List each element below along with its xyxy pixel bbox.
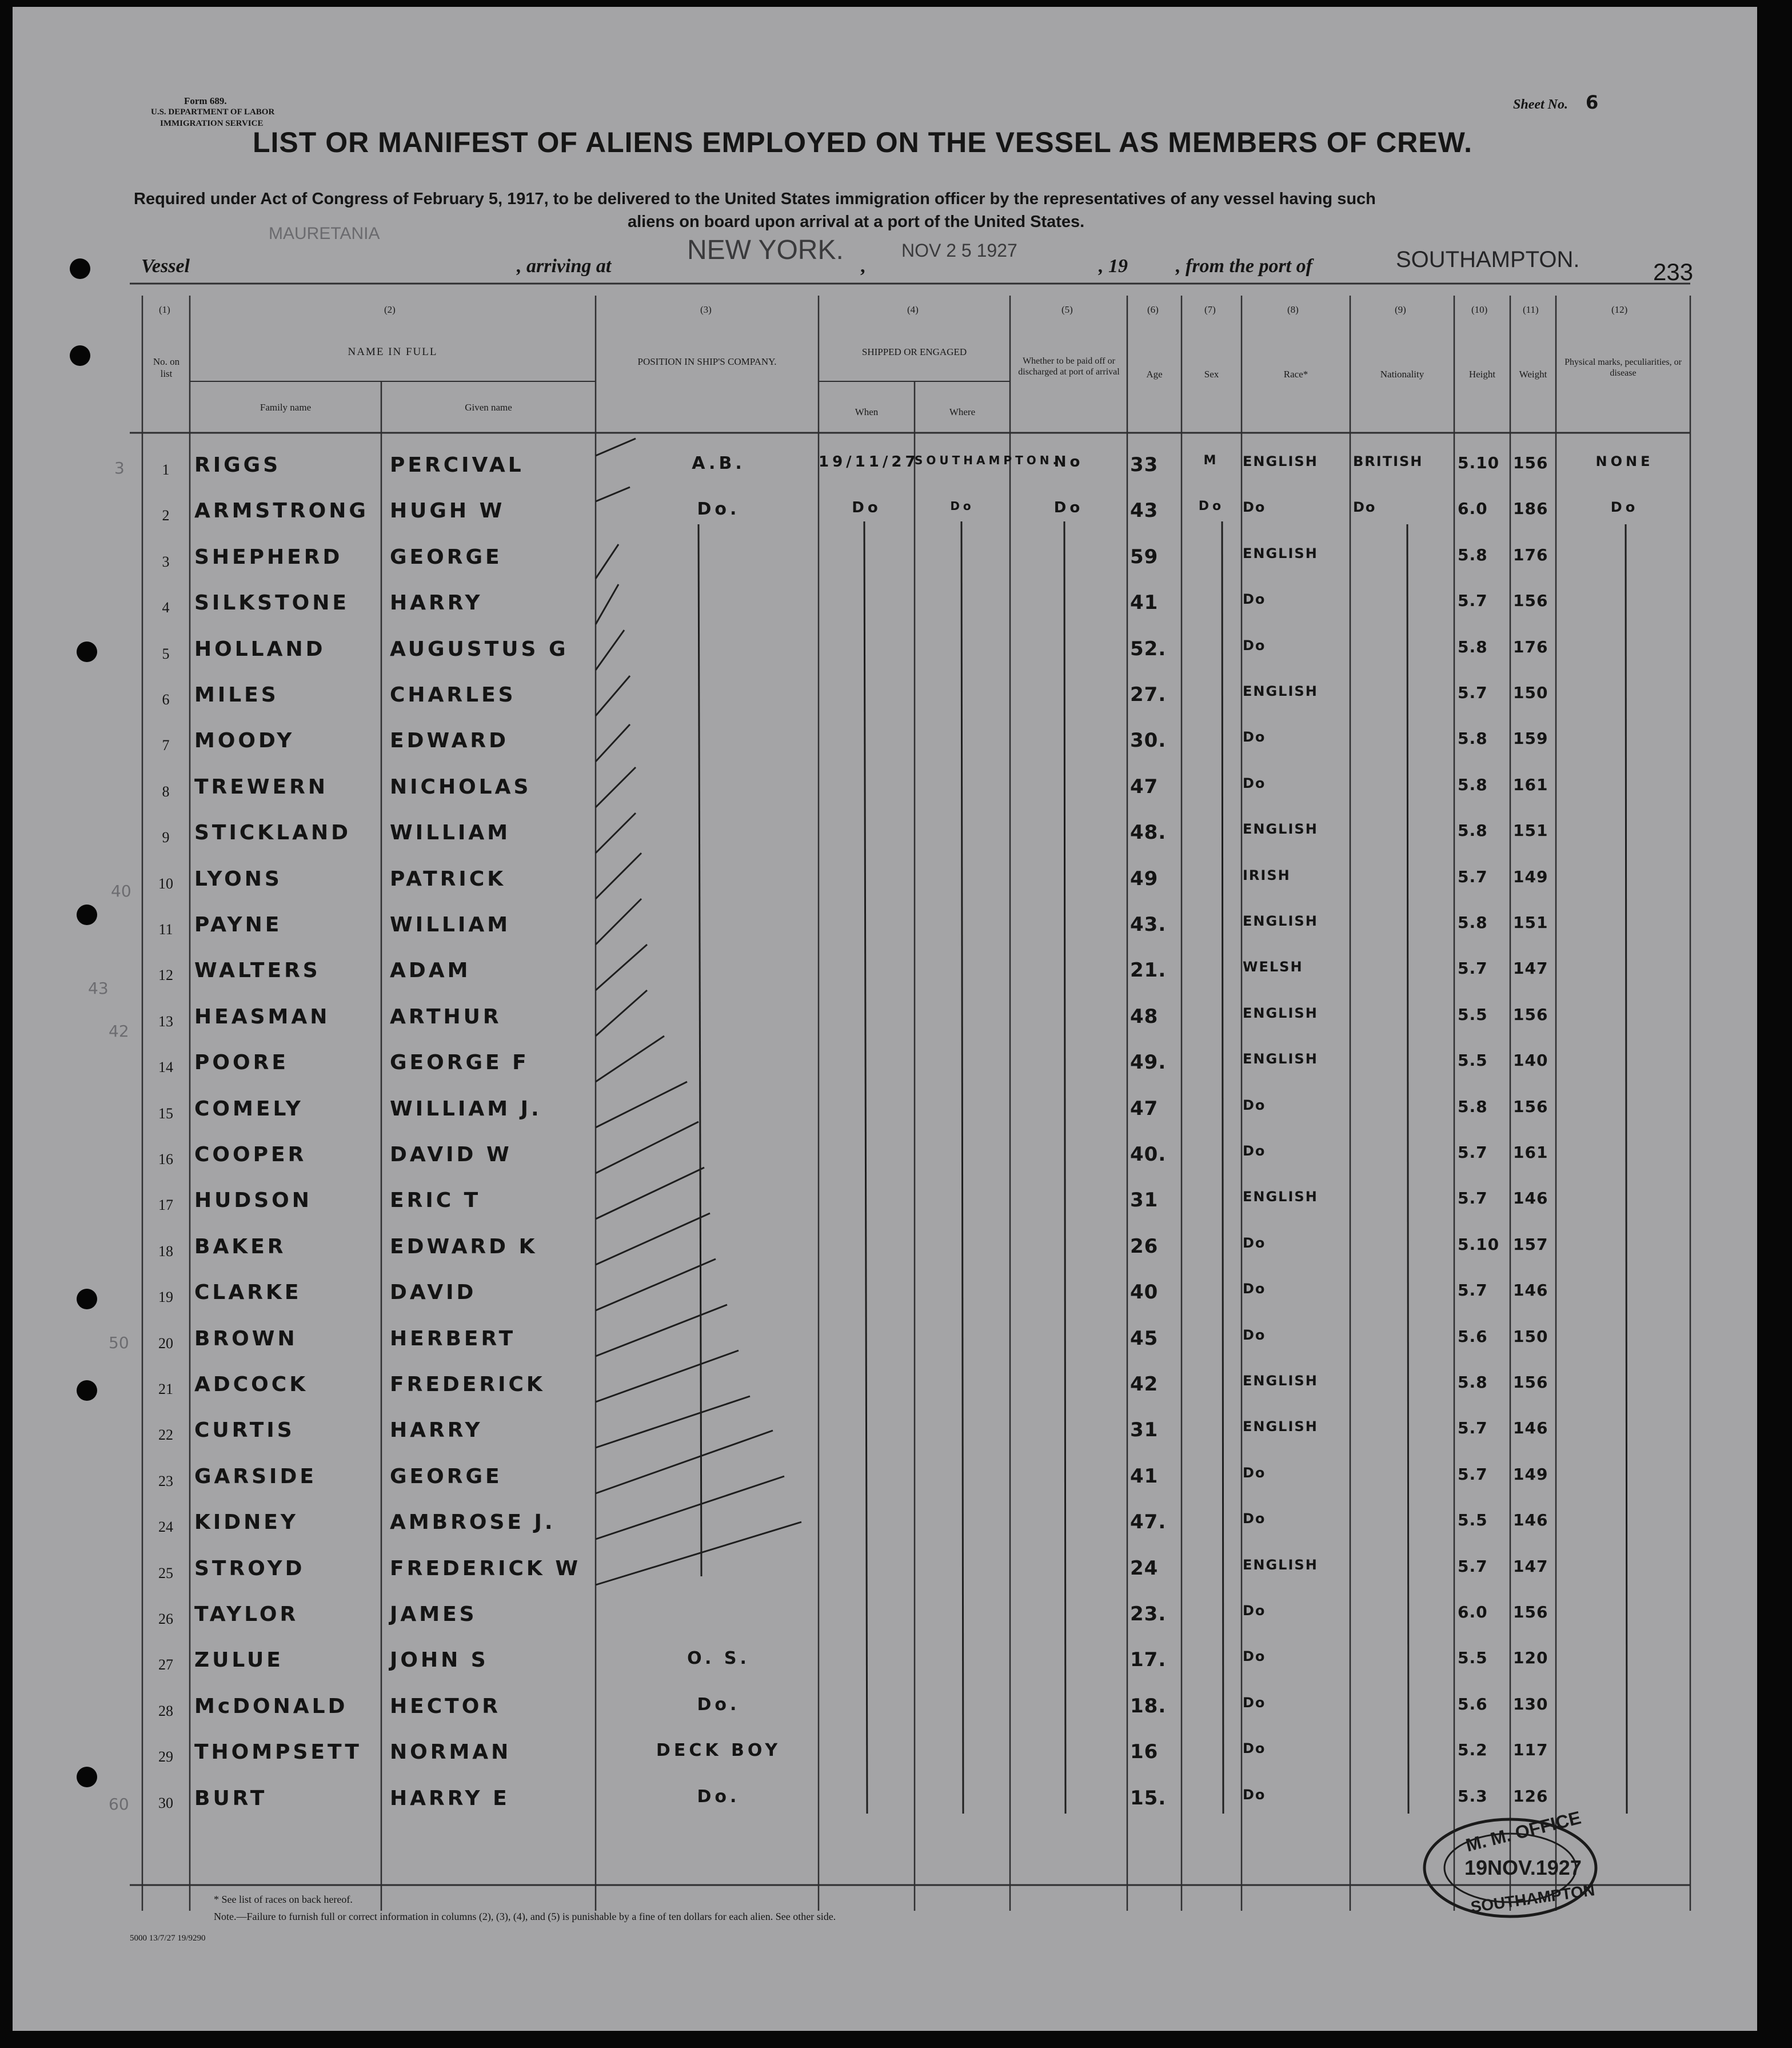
weight-cell: 150	[1513, 683, 1548, 702]
form-number: Form 689.	[184, 95, 227, 106]
row-number: 18	[158, 1242, 173, 1260]
position-cell: A.B.	[692, 453, 745, 473]
age-cell: 16	[1130, 1740, 1159, 1764]
age-cell: 26	[1130, 1234, 1159, 1258]
given-name-cell: HARRY E	[390, 1786, 510, 1810]
header-name-in-full: NAME IN FULL	[348, 346, 438, 358]
weight-cell: 146	[1513, 1189, 1548, 1208]
race-cell: Do	[1243, 775, 1266, 791]
race-cell: Do	[1243, 1786, 1266, 1803]
height-cell: 5.8	[1458, 775, 1488, 794]
form-title: LIST OR MANIFEST OF ALIENS EMPLOYED ON THE VESSEL AS MEMBERS OF CREW.	[253, 126, 1472, 158]
age-cell: 18.	[1130, 1694, 1167, 1718]
weight-cell: 176	[1513, 545, 1548, 564]
height-cell: 5.8	[1458, 1097, 1488, 1116]
weight-cell: 151	[1513, 913, 1548, 932]
height-cell: 5.7	[1458, 1281, 1488, 1300]
race-cell: Do	[1243, 1648, 1266, 1665]
given-name-cell: NICHOLAS	[390, 775, 532, 799]
given-name-cell: WILLIAM J.	[390, 1097, 542, 1121]
row-number: 2	[162, 507, 170, 524]
family-name-cell: HUDSON	[194, 1189, 312, 1213]
race-cell: Do	[1243, 637, 1266, 654]
row-number: 30	[158, 1794, 173, 1811]
age-cell: 42	[1130, 1373, 1159, 1396]
header-race: Race*	[1283, 369, 1308, 380]
race-cell: ENGLISH	[1243, 453, 1318, 469]
row-number: 5	[162, 645, 170, 662]
margin-note: 50	[109, 1333, 129, 1352]
col-num-8: (8)	[1287, 304, 1299, 315]
row-number: 24	[158, 1519, 173, 1536]
family-name-cell: TAYLOR	[194, 1603, 299, 1626]
when-cell: Do	[852, 499, 881, 517]
row-number: 29	[158, 1748, 173, 1766]
header-given-name: Given name	[465, 402, 512, 413]
family-name-cell: KIDNEY	[194, 1511, 298, 1535]
family-name-cell: COOPER	[194, 1143, 307, 1166]
margin-note: 3	[114, 459, 125, 477]
col-num-9: (9)	[1395, 304, 1406, 315]
given-name-cell: DAVID	[390, 1281, 477, 1305]
race-cell: Do	[1243, 1511, 1266, 1527]
family-name-cell: McDONALD	[194, 1694, 348, 1718]
family-name-cell: WALTERS	[194, 959, 321, 983]
family-name-cell: ADCOCK	[194, 1373, 309, 1396]
given-name-cell: CHARLES	[390, 683, 516, 707]
row-number: 28	[158, 1702, 173, 1719]
where-cell: SOUTHAMPTON.	[915, 453, 1061, 467]
age-cell: 45	[1130, 1326, 1159, 1350]
col-num-12: (12)	[1611, 304, 1628, 315]
height-cell: 5.6	[1458, 1326, 1488, 1346]
race-cell: Do	[1243, 1326, 1266, 1343]
height-cell: 5.5	[1458, 1005, 1488, 1024]
row-number: 11	[158, 921, 173, 938]
weight-cell: 126	[1513, 1786, 1548, 1806]
col-num-7: (7)	[1204, 304, 1216, 315]
row-number: 23	[158, 1472, 173, 1489]
form-subtitle-1: Required under Act of Congress of February 5, 1917, to be delivered to the United States immigration officer by the representatives of any vessel having such	[134, 190, 1376, 208]
race-cell: ENGLISH	[1243, 913, 1318, 929]
col-num-1: (1)	[159, 304, 170, 315]
height-cell: 5.7	[1458, 1464, 1488, 1484]
header-position: POSITION IN SHIP'S COMPANY.	[637, 356, 777, 367]
weight-cell: 156	[1513, 1603, 1548, 1621]
row-number: 25	[158, 1564, 173, 1581]
family-name-cell: POORE	[194, 1051, 289, 1075]
family-name-cell: BAKER	[194, 1234, 286, 1258]
given-name-cell: HERBERT	[390, 1326, 516, 1350]
margin-note: 43	[88, 979, 109, 998]
position-cell: O. S.	[687, 1648, 750, 1669]
family-name-cell: CURTIS	[194, 1419, 295, 1443]
height-cell: 5.5	[1458, 1648, 1488, 1668]
family-name-cell: LYONS	[194, 867, 282, 891]
family-name-cell: HEASMAN	[194, 1005, 330, 1029]
age-cell: 59	[1130, 545, 1159, 568]
weight-cell: 176	[1513, 637, 1548, 656]
comma: ,	[860, 256, 865, 277]
age-cell: 40.	[1130, 1143, 1167, 1166]
given-name-cell: GEORGE F	[390, 1051, 529, 1075]
age-cell: 40	[1130, 1281, 1159, 1304]
row-number: 14	[158, 1059, 173, 1076]
race-cell: ENGLISH	[1243, 545, 1318, 561]
age-cell: 41	[1130, 591, 1159, 615]
col-num-4: (4)	[907, 304, 919, 315]
family-name-cell: HOLLAND	[194, 637, 326, 661]
row-number: 10	[158, 875, 173, 892]
row-number: 12	[158, 967, 173, 984]
age-cell: 27.	[1130, 683, 1167, 706]
penalty-note: Note.—Failure to furnish full or correct information in columns (2), (3), (4), and (5) is punishable by a fine of ten dollars for each alien. See other side.	[214, 1911, 836, 1922]
race-cell: Do	[1243, 1097, 1266, 1113]
age-cell: 43	[1130, 499, 1159, 523]
header-height: Height	[1468, 369, 1496, 380]
race-cell: IRISH	[1243, 867, 1291, 883]
height-cell: 5.7	[1458, 683, 1488, 702]
given-name-cell: HECTOR	[390, 1694, 501, 1718]
stamp-top: M. M. OFFICE	[1463, 1807, 1583, 1856]
family-name-cell: MILES	[194, 683, 279, 707]
margin-note: 42	[109, 1022, 129, 1041]
col-num-6: (6)	[1147, 304, 1159, 315]
given-name-cell: GEORGE	[390, 545, 502, 569]
arrival-date: NOV 2 5 1927	[901, 240, 1017, 261]
height-cell: 6.0	[1458, 1603, 1488, 1621]
print-code: 5000 13/7/27 19/9290	[130, 1934, 206, 1943]
given-name-cell: HARRY	[390, 591, 483, 615]
col-num-3: (3)	[700, 304, 712, 315]
family-name-cell: CLARKE	[194, 1281, 302, 1305]
race-cell: ENGLISH	[1243, 1556, 1318, 1573]
height-cell: 5.8	[1458, 729, 1488, 748]
nationality-cell: BRITISH	[1353, 453, 1423, 469]
where-cell: Do	[950, 499, 975, 513]
race-cell: Do	[1243, 1143, 1266, 1159]
height-cell: 5.8	[1458, 545, 1488, 564]
row-number: 4	[162, 599, 170, 616]
physical-marks-cell: NONE	[1595, 453, 1654, 469]
weight-cell: 149	[1513, 867, 1548, 886]
weight-cell: 146	[1513, 1281, 1548, 1300]
height-cell: 5.3	[1458, 1786, 1488, 1806]
height-cell: 5.10	[1458, 1234, 1500, 1254]
race-cell: WELSH	[1243, 959, 1303, 975]
given-name-cell: DAVID W	[390, 1143, 512, 1166]
weight-cell: 159	[1513, 729, 1548, 748]
given-name-cell: WILLIAM	[390, 821, 511, 845]
given-name-cell: EDWARD	[390, 729, 509, 753]
row-number: 15	[158, 1105, 173, 1122]
row-number: 27	[158, 1656, 173, 1674]
race-cell: ENGLISH	[1243, 821, 1318, 838]
vessel-name: MAURETANIA	[269, 224, 380, 243]
age-cell: 23.	[1130, 1603, 1167, 1625]
vessel-label: Vessel	[141, 256, 190, 277]
header-paid-off: Whether to be paid off or discharged at port of arrival	[1018, 356, 1120, 377]
race-cell: ENGLISH	[1243, 1005, 1318, 1021]
row-number: 26	[158, 1611, 173, 1627]
age-cell: 30.	[1130, 729, 1167, 752]
height-cell: 5.7	[1458, 1189, 1488, 1208]
given-name-cell: ERIC T	[390, 1189, 481, 1213]
age-cell: 43.	[1130, 913, 1167, 936]
race-cell: Do	[1243, 1281, 1266, 1297]
height-cell: 5.6	[1458, 1694, 1488, 1714]
sheet-number: 6	[1586, 91, 1602, 113]
age-cell: 48.	[1130, 821, 1167, 844]
port-of-arrival: NEW YORK.	[687, 235, 844, 265]
given-name-cell: PATRICK	[390, 867, 506, 891]
given-name-cell: JOHN S	[390, 1648, 489, 1672]
family-name-cell: GARSIDE	[194, 1464, 317, 1488]
given-name-cell: FREDERICK	[390, 1373, 545, 1396]
age-cell: 47	[1130, 1097, 1159, 1120]
sex-cell: Do	[1198, 499, 1225, 514]
given-name-cell: GEORGE	[390, 1464, 502, 1488]
row-number: 22	[158, 1427, 173, 1444]
manifest-sheet	[13, 7, 1757, 2031]
row-number: 9	[162, 829, 170, 846]
race-cell: Do	[1243, 1740, 1266, 1757]
height-cell: 5.7	[1458, 1556, 1488, 1576]
weight-cell: 130	[1513, 1694, 1548, 1714]
paid-off-cell: Do	[1053, 499, 1084, 517]
height-cell: 5.7	[1458, 1419, 1488, 1438]
given-name-cell: HUGH W	[390, 499, 505, 523]
family-name-cell: MOODY	[194, 729, 295, 753]
weight-cell: 146	[1513, 1511, 1548, 1530]
given-name-cell: WILLIAM	[390, 913, 511, 937]
race-cell: Do	[1243, 499, 1266, 516]
given-name-cell: AMBROSE J.	[390, 1511, 556, 1535]
family-name-cell: STICKLAND	[194, 821, 352, 845]
height-cell: 5.8	[1458, 821, 1488, 840]
header-nationality: Nationality	[1380, 369, 1424, 380]
weight-cell: 157	[1513, 1234, 1548, 1254]
age-cell: 31	[1130, 1189, 1159, 1212]
sheet-label: Sheet No.	[1513, 97, 1568, 112]
height-cell: 5.10	[1458, 453, 1500, 472]
col-num-2: (2)	[384, 304, 396, 315]
given-name-cell: AUGUSTUS G	[390, 637, 569, 661]
age-cell: 52.	[1130, 637, 1167, 660]
age-cell: 49	[1130, 867, 1159, 890]
col-num-11: (11)	[1523, 304, 1539, 315]
row-number: 3	[162, 553, 170, 570]
row-number: 1	[162, 461, 170, 478]
department: U.S. DEPARTMENT OF LABOR	[151, 107, 275, 117]
header-shipped-engaged: SHIPPED OR ENGAGED	[861, 346, 967, 357]
stamp-date: 19NOV.1927	[1464, 1856, 1582, 1879]
stamp-bottom: SOUTHAMPTON	[1469, 1880, 1596, 1916]
age-cell: 41	[1130, 1464, 1159, 1488]
weight-cell: 156	[1513, 453, 1548, 472]
family-name-cell: SILKSTONE	[194, 591, 349, 615]
header-no-on-list: No. on list	[153, 356, 180, 379]
race-cell: Do	[1243, 1234, 1266, 1251]
height-cell: 5.7	[1458, 867, 1488, 886]
when-cell: 19/11/27	[819, 453, 919, 471]
weight-cell: 147	[1513, 959, 1548, 978]
given-name-cell: NORMAN	[390, 1740, 512, 1764]
service: IMMIGRATION SERVICE	[160, 119, 264, 128]
height-cell: 5.7	[1458, 591, 1488, 611]
header-physical-marks: Physical marks, peculiarities, or disease	[1564, 357, 1682, 378]
sex-cell: M	[1203, 453, 1220, 468]
family-name-cell: RIGGS	[194, 453, 281, 477]
weight-cell: 147	[1513, 1556, 1548, 1576]
age-cell: 21.	[1130, 959, 1167, 982]
from-port-label: , from the port of	[1176, 256, 1312, 277]
family-name-cell: BURT	[194, 1786, 268, 1810]
row-number: 7	[162, 737, 170, 754]
position-cell: Do.	[697, 1786, 740, 1807]
given-name-cell: ADAM	[390, 959, 471, 983]
race-cell: ENGLISH	[1243, 1373, 1318, 1389]
age-cell: 15.	[1130, 1786, 1167, 1810]
row-number: 13	[158, 1013, 173, 1030]
position-cell: Do.	[697, 1694, 740, 1715]
row-number: 19	[158, 1289, 173, 1306]
given-name-cell: FREDERICK W	[390, 1556, 581, 1580]
race-cell: ENGLISH	[1243, 683, 1318, 699]
age-cell: 49.	[1130, 1051, 1167, 1074]
height-cell: 5.5	[1458, 1511, 1488, 1530]
height-cell: 5.2	[1458, 1740, 1488, 1760]
age-cell: 24	[1130, 1556, 1159, 1580]
race-cell: ENGLISH	[1243, 1189, 1318, 1205]
header-when: When	[855, 407, 879, 417]
family-name-cell: COMELY	[194, 1097, 304, 1121]
height-cell: 5.7	[1458, 1143, 1488, 1162]
height-cell: 6.0	[1458, 499, 1488, 519]
margin-note: 40	[111, 882, 131, 901]
height-cell: 5.7	[1458, 959, 1488, 978]
age-cell: 48	[1130, 1005, 1159, 1028]
given-name-cell: PERCIVAL	[390, 453, 524, 477]
col-num-5: (5)	[1061, 304, 1073, 315]
weight-cell: 140	[1513, 1051, 1548, 1070]
given-name-cell: ARTHUR	[390, 1005, 502, 1029]
family-name-cell: STROYD	[194, 1556, 305, 1580]
race-cell: Do	[1243, 1694, 1266, 1711]
weight-cell: 161	[1513, 1143, 1548, 1162]
weight-cell: 151	[1513, 821, 1548, 840]
race-footnote: * See list of races on back hereof.	[214, 1894, 353, 1905]
position-cell: Do.	[697, 499, 740, 520]
age-cell: 31	[1130, 1419, 1159, 1442]
age-cell: 47	[1130, 775, 1159, 798]
arriving-label: , arriving at	[517, 256, 612, 277]
row-number: 20	[158, 1334, 173, 1352]
family-name-cell: ZULUE	[194, 1648, 284, 1672]
page-number: 233	[1653, 258, 1694, 285]
weight-cell: 120	[1513, 1648, 1548, 1668]
form-subtitle-2: aliens on board upon arrival at a port of the United States.	[628, 213, 1085, 231]
age-cell: 17.	[1130, 1648, 1167, 1672]
header-weight: Weight	[1519, 369, 1547, 380]
row-number: 21	[158, 1381, 173, 1397]
header-family-name: Family name	[260, 402, 312, 413]
height-cell: 5.8	[1458, 637, 1488, 656]
weight-cell: 156	[1513, 1097, 1548, 1116]
nationality-cell: Do	[1353, 499, 1376, 516]
weight-cell: 146	[1513, 1419, 1548, 1438]
weight-cell: 117	[1513, 1740, 1548, 1760]
weight-cell: 156	[1513, 591, 1548, 611]
race-cell: ENGLISH	[1243, 1051, 1318, 1067]
given-name-cell: HARRY	[390, 1419, 483, 1443]
family-name-cell: SHEPHERD	[194, 545, 343, 569]
race-cell: Do	[1243, 591, 1266, 608]
given-name-cell: JAMES	[390, 1603, 477, 1626]
row-number: 6	[162, 691, 170, 708]
header-where: Where	[949, 407, 976, 417]
race-cell: Do	[1243, 1464, 1266, 1481]
given-name-cell: EDWARD K	[390, 1234, 538, 1258]
height-cell: 5.5	[1458, 1051, 1488, 1070]
position-cell: DECK BOY	[656, 1740, 781, 1761]
weight-cell: 150	[1513, 1326, 1548, 1346]
paid-off-cell: No	[1053, 453, 1084, 471]
family-name-cell: THOMPSETT	[194, 1740, 362, 1764]
family-name-cell: BROWN	[194, 1326, 298, 1350]
weight-cell: 156	[1513, 1005, 1548, 1024]
row-number: 17	[158, 1197, 173, 1214]
row-number: 16	[158, 1151, 173, 1168]
weight-cell: 186	[1513, 499, 1548, 519]
family-name-cell: ARMSTRONG	[194, 499, 369, 523]
physical-marks-cell: Do	[1610, 499, 1639, 516]
row-number: 8	[162, 783, 170, 800]
race-cell: Do	[1243, 729, 1266, 746]
header-age: Age	[1146, 369, 1163, 380]
year-label: , 19	[1099, 256, 1128, 277]
port-of-departure: SOUTHAMPTON.	[1396, 247, 1580, 272]
weight-cell: 161	[1513, 775, 1548, 794]
margin-note: 60	[109, 1795, 129, 1814]
height-cell: 5.8	[1458, 913, 1488, 932]
age-cell: 47.	[1130, 1511, 1167, 1534]
col-num-10: (10)	[1471, 304, 1488, 315]
race-cell: ENGLISH	[1243, 1419, 1318, 1435]
family-name-cell: PAYNE	[194, 913, 282, 937]
weight-cell: 156	[1513, 1373, 1548, 1392]
race-cell: Do	[1243, 1603, 1266, 1619]
family-name-cell: TREWERN	[194, 775, 329, 799]
header-sex: Sex	[1204, 369, 1219, 380]
age-cell: 33	[1130, 453, 1159, 476]
weight-cell: 149	[1513, 1464, 1548, 1484]
height-cell: 5.8	[1458, 1373, 1488, 1392]
